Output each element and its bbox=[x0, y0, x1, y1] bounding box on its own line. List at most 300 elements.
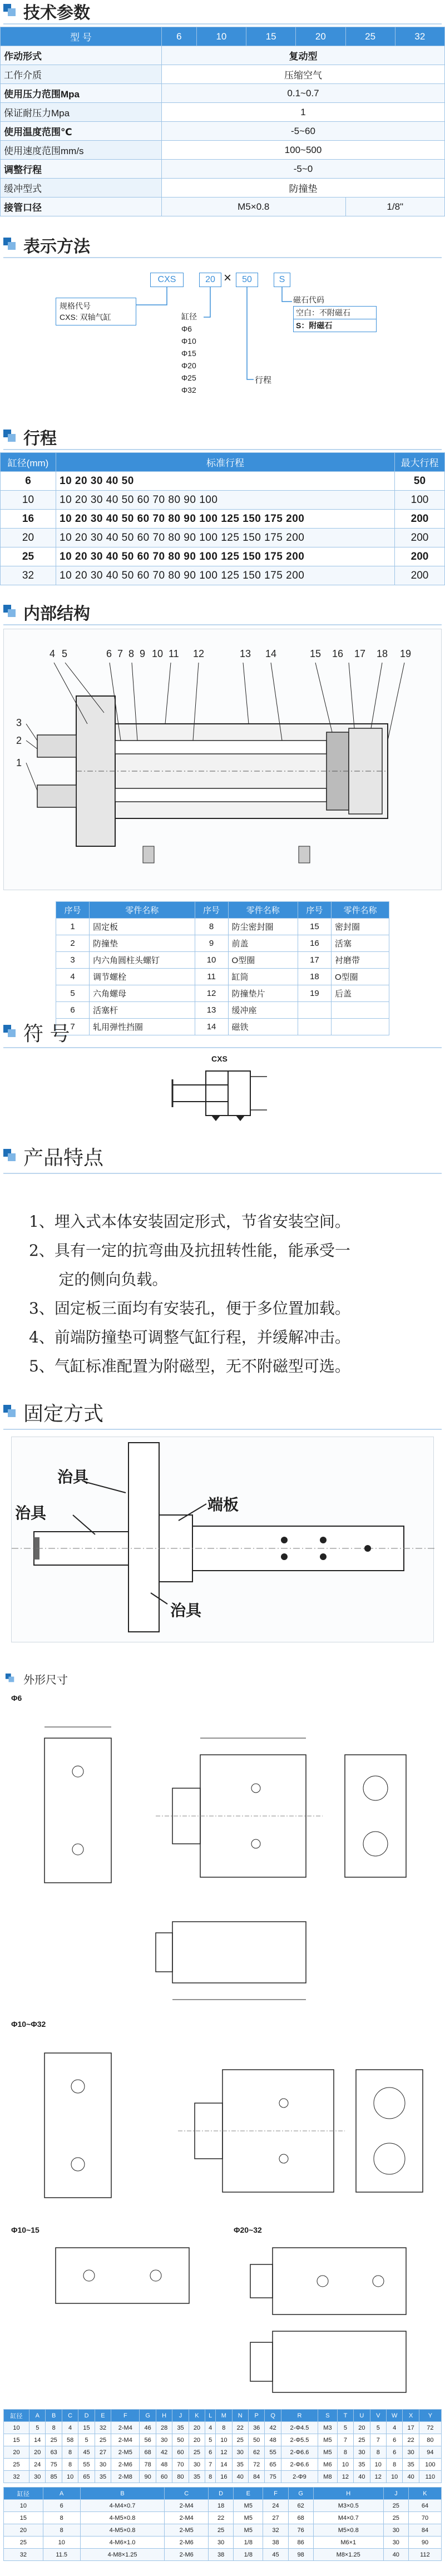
table-cell: 6 bbox=[43, 2500, 80, 2512]
table-cell: 63 bbox=[46, 2446, 62, 2459]
part-name: 衬磨带 bbox=[331, 952, 389, 969]
table-cell: 25 bbox=[95, 2434, 111, 2446]
table-cell: 25 bbox=[4, 2459, 29, 2471]
table-cell: 76 bbox=[288, 2524, 313, 2536]
table-cell: 72 bbox=[419, 2422, 441, 2434]
parts-table bbox=[56, 901, 389, 1035]
spec-row-label: 使用速度范围mm/s bbox=[1, 141, 162, 160]
table-cell: 10 bbox=[4, 2422, 29, 2434]
dim-b-header: F bbox=[263, 2488, 288, 2500]
spec-row-value: -5~60 bbox=[162, 122, 445, 141]
notation-box-magnet: S bbox=[274, 273, 290, 287]
spec-section bbox=[0, 0, 445, 216]
spec-row-value: -5~0 bbox=[162, 160, 445, 179]
table-cell: 12 bbox=[370, 2471, 386, 2483]
table-cell: 16 bbox=[216, 2471, 232, 2483]
table-cell: 25 bbox=[383, 2512, 408, 2524]
callout-1: 1 bbox=[16, 757, 22, 768]
table-cell: 12 bbox=[337, 2471, 353, 2483]
table-cell: 14 bbox=[29, 2434, 46, 2446]
stroke-max: 200 bbox=[395, 566, 445, 585]
table-cell: 5 bbox=[370, 2422, 386, 2434]
table-cell: 22 bbox=[403, 2434, 419, 2446]
callout-3: 3 bbox=[16, 717, 22, 728]
feature-item: 5、气缸标准配置为附磁型，无不附磁型可选。 bbox=[29, 1357, 350, 1375]
magnet-opt1: 空白：不附磁石 bbox=[293, 306, 377, 319]
table-cell: 80 bbox=[419, 2434, 441, 2446]
table-cell: 20 bbox=[189, 2434, 205, 2446]
table-cell: M4×0.7 bbox=[313, 2512, 383, 2524]
table-cell: 62 bbox=[288, 2500, 313, 2512]
dim-table-a bbox=[3, 2409, 442, 2483]
part-name: 轧用弹性挡圈 bbox=[90, 1019, 195, 1035]
part-name: 缸筒 bbox=[228, 969, 298, 985]
dim-a-header: K bbox=[189, 2410, 205, 2422]
table-cell: 20 bbox=[4, 2446, 29, 2459]
table-cell: 7 bbox=[337, 2434, 353, 2446]
part-no: 5 bbox=[56, 985, 90, 1002]
notation-model-code bbox=[56, 298, 136, 325]
table-cell: 2-M6 bbox=[165, 2536, 209, 2549]
stroke-max: 100 bbox=[395, 491, 445, 510]
table-cell: 68 bbox=[140, 2446, 156, 2459]
table-cell: 8 bbox=[62, 2446, 78, 2459]
part-name: 磁铁 bbox=[228, 1019, 298, 1035]
table-cell: 5 bbox=[78, 2434, 95, 2446]
stroke-bore: 6 bbox=[1, 472, 56, 491]
part-name: 固定板 bbox=[90, 919, 195, 935]
table-cell: 70 bbox=[172, 2459, 189, 2471]
table-cell: 20 bbox=[4, 2524, 43, 2536]
table-cell: 15 bbox=[78, 2422, 95, 2434]
table-cell: M5 bbox=[318, 2446, 338, 2459]
table-cell: M3 bbox=[318, 2422, 338, 2434]
table-cell: 30 bbox=[403, 2446, 419, 2459]
table-row bbox=[4, 2422, 442, 2434]
table-cell: 46 bbox=[140, 2422, 156, 2434]
table-cell: 30 bbox=[209, 2536, 234, 2549]
dim-a-header: C bbox=[62, 2410, 78, 2422]
dim-a-header: R bbox=[281, 2410, 318, 2422]
part-no: 11 bbox=[195, 969, 228, 985]
table-cell: M3×0.5 bbox=[313, 2500, 383, 2512]
part-name: O型圈 bbox=[331, 969, 389, 985]
dim-b-header: 缸径 bbox=[4, 2488, 43, 2500]
table-cell: 8 bbox=[216, 2422, 232, 2434]
callout-13: 13 bbox=[240, 648, 251, 659]
features-section bbox=[0, 1141, 445, 1374]
table-cell: 30 bbox=[232, 2446, 248, 2459]
table-cell: 2-Φ5.5 bbox=[281, 2434, 318, 2446]
features-list bbox=[0, 1174, 445, 1381]
part-name: 六角螺母 bbox=[90, 985, 195, 1002]
table-cell: 10 bbox=[337, 2459, 353, 2471]
part-no: 7 bbox=[56, 1019, 90, 1035]
dim-phi6-drawing bbox=[11, 1705, 434, 2016]
dim-b-header: A bbox=[43, 2488, 80, 2500]
dim-table-b bbox=[3, 2487, 442, 2561]
table-cell: 38 bbox=[209, 2549, 234, 2561]
table-cell: 30 bbox=[95, 2459, 111, 2471]
table-cell: 42 bbox=[265, 2422, 281, 2434]
part-no: 9 bbox=[195, 935, 228, 952]
table-cell: 5 bbox=[337, 2422, 353, 2434]
stroke-title: 行程 bbox=[23, 430, 57, 448]
section-square-icon bbox=[3, 430, 18, 444]
table-cell: 90 bbox=[140, 2471, 156, 2483]
table-cell: 4-M5×0.8 bbox=[80, 2524, 165, 2536]
spec-row-value: 复动型 bbox=[162, 46, 445, 65]
dimensions-section bbox=[0, 1669, 445, 2576]
dimensions-title: 外形尺寸 bbox=[23, 1674, 68, 1686]
structure-drawing bbox=[3, 629, 442, 890]
table-cell: 28 bbox=[156, 2422, 172, 2434]
table-cell: 10 bbox=[216, 2434, 232, 2446]
table-cell: 65 bbox=[265, 2459, 281, 2471]
end-plate-label: 端板 bbox=[207, 1496, 239, 1514]
features-title: 产品特点 bbox=[23, 1146, 104, 1169]
table-cell: 32 bbox=[4, 2471, 29, 2483]
table-cell: 30 bbox=[383, 2524, 408, 2536]
table-cell: 6 bbox=[386, 2446, 402, 2459]
table-cell: 35 bbox=[403, 2459, 419, 2471]
table-cell: 6 bbox=[205, 2446, 216, 2459]
part-name: 活塞 bbox=[331, 935, 389, 952]
magnet-opt2: S：附磁石 bbox=[293, 319, 377, 332]
table-cell: 10 bbox=[370, 2459, 386, 2471]
section-square-icon bbox=[3, 1025, 18, 1039]
stroke-values: 10 20 30 40 50 60 70 80 90 100 bbox=[56, 491, 395, 510]
table-cell: 1/8 bbox=[234, 2536, 263, 2549]
table-cell: 48 bbox=[156, 2459, 172, 2471]
part-no: 6 bbox=[56, 1002, 90, 1019]
dim-table-a-body bbox=[4, 2422, 442, 2483]
table-cell: 2-M4 bbox=[165, 2512, 209, 2524]
part-no: 16 bbox=[298, 935, 331, 952]
table-cell: 40 bbox=[383, 2549, 408, 2561]
table-cell: 27 bbox=[263, 2512, 288, 2524]
part-name bbox=[331, 1002, 389, 1019]
table-cell: 35 bbox=[95, 2471, 111, 2483]
part-name: 内六角圆柱头螺钉 bbox=[90, 952, 195, 969]
table-cell: 2-Φ4.5 bbox=[281, 2422, 318, 2434]
stroke-values: 10 20 30 40 50 60 70 80 90 100 125 150 175 200 bbox=[56, 529, 395, 547]
table-row bbox=[4, 2500, 442, 2512]
dim-a-header: N bbox=[232, 2410, 248, 2422]
dim-b-header: H bbox=[313, 2488, 383, 2500]
table-cell: 50 bbox=[248, 2434, 264, 2446]
part-no: 8 bbox=[195, 919, 228, 935]
table-cell: 2-M6 bbox=[111, 2459, 140, 2471]
spec-header-label: 型 号 bbox=[1, 27, 162, 46]
callout-6: 6 bbox=[106, 648, 112, 659]
dim-phi6-label: Φ6 bbox=[11, 1694, 22, 1702]
table-cell: 10 bbox=[62, 2471, 78, 2483]
notation-stroke-title: 行程 bbox=[255, 376, 272, 385]
spec-row-label: 缓冲型式 bbox=[1, 179, 162, 198]
stroke-values: 10 20 30 40 50 bbox=[56, 472, 395, 491]
parts-header: 零件名称 bbox=[331, 902, 389, 919]
spec-title: 技术参数 bbox=[23, 4, 90, 22]
parts-header: 序号 bbox=[56, 902, 90, 919]
dimensions-header bbox=[0, 1669, 445, 1688]
part-name: 防撞垫 bbox=[90, 935, 195, 952]
dim-a-header: F bbox=[111, 2410, 140, 2422]
table-cell: 65 bbox=[78, 2471, 95, 2483]
table-cell: 7 bbox=[370, 2434, 386, 2446]
table-cell: 20 bbox=[354, 2422, 370, 2434]
notation-connector-lines bbox=[0, 234, 445, 423]
table-cell: 112 bbox=[408, 2549, 441, 2561]
bore-option: Φ25 bbox=[181, 373, 196, 382]
dim-a-header: M bbox=[216, 2410, 232, 2422]
table-row bbox=[4, 2446, 442, 2459]
structure-header bbox=[0, 601, 445, 623]
table-cell: 2-M4 bbox=[165, 2500, 209, 2512]
callout-12: 12 bbox=[193, 648, 205, 659]
stroke-header-standard: 标准行程 bbox=[56, 453, 395, 472]
table-cell: 45 bbox=[78, 2446, 95, 2459]
section-square-icon bbox=[3, 4, 18, 18]
spec-bore: 20 bbox=[296, 27, 345, 46]
stroke-section bbox=[0, 426, 445, 585]
bore-option: Φ15 bbox=[181, 349, 196, 358]
table-cell: 40 bbox=[354, 2471, 370, 2483]
stroke-bore: 16 bbox=[1, 510, 56, 529]
table-cell: 60 bbox=[172, 2446, 189, 2459]
table-cell: 8 bbox=[46, 2422, 62, 2434]
stroke-header-max: 最大行程 bbox=[395, 453, 445, 472]
mounting-header bbox=[0, 1396, 445, 1428]
spec-row-value: 100~500 bbox=[162, 141, 445, 160]
dim-b-header: E bbox=[234, 2488, 263, 2500]
part-name: 防撞垫片 bbox=[228, 985, 298, 1002]
mounting-drawing bbox=[11, 1437, 434, 1642]
table-cell: 78 bbox=[140, 2459, 156, 2471]
stroke-table bbox=[0, 452, 445, 585]
table-cell: 25 bbox=[209, 2524, 234, 2536]
spec-bore: 32 bbox=[395, 27, 444, 46]
table-cell: 2-M4 bbox=[111, 2422, 140, 2434]
dim-a-header: Y bbox=[419, 2410, 441, 2422]
table-cell: 4-M6×1.0 bbox=[80, 2536, 165, 2549]
spec-row-value-b: 1/8" bbox=[345, 198, 445, 216]
spec-row-label: 接管口径 bbox=[1, 198, 162, 216]
table-cell: M5×0.8 bbox=[313, 2524, 383, 2536]
feature-item: 定的侧向负载。 bbox=[29, 1270, 168, 1289]
table-cell: 70 bbox=[408, 2512, 441, 2524]
spec-row-value: 防撞垫 bbox=[162, 179, 445, 198]
notation-bore-list bbox=[181, 310, 204, 396]
dim-a-header: L bbox=[205, 2410, 216, 2422]
table-cell: 56 bbox=[140, 2434, 156, 2446]
bore-option: Φ32 bbox=[181, 386, 196, 394]
table-cell: 15 bbox=[4, 2434, 29, 2446]
callout-7: 7 bbox=[117, 648, 123, 659]
notation-magnet bbox=[293, 294, 377, 332]
table-cell: 25 bbox=[383, 2500, 408, 2512]
table-cell: 2-M6 bbox=[165, 2549, 209, 2561]
dim-a-header: G bbox=[140, 2410, 156, 2422]
table-cell: 100 bbox=[419, 2459, 441, 2471]
table-cell: 4 bbox=[205, 2422, 216, 2434]
table-cell: 62 bbox=[248, 2446, 264, 2459]
spec-bore: 25 bbox=[345, 27, 395, 46]
dim-a-header: B bbox=[46, 2410, 62, 2422]
spec-row-value: 压缩空气 bbox=[162, 65, 445, 84]
table-cell: 98 bbox=[288, 2549, 313, 2561]
table-cell: 85 bbox=[46, 2471, 62, 2483]
dim-table-b-body bbox=[4, 2500, 442, 2561]
table-cell: 80 bbox=[172, 2471, 189, 2483]
notation-section bbox=[0, 234, 445, 423]
table-row bbox=[4, 2459, 442, 2471]
dim-a-header: W bbox=[386, 2410, 402, 2422]
table-cell: 90 bbox=[408, 2536, 441, 2549]
structure-title: 内部结构 bbox=[23, 605, 90, 623]
mounting-title: 固定方式 bbox=[23, 1402, 104, 1425]
table-cell: 8 bbox=[337, 2446, 353, 2459]
part-no bbox=[298, 1002, 331, 1019]
stroke-bore: 25 bbox=[1, 547, 56, 566]
table-cell: 1/8 bbox=[234, 2549, 263, 2561]
model-code-title: 规格代号 bbox=[60, 302, 91, 310]
part-no: 3 bbox=[56, 952, 90, 969]
spec-table bbox=[0, 27, 445, 216]
table-row bbox=[4, 2549, 442, 2561]
dim-a-header: A bbox=[29, 2410, 46, 2422]
spec-header bbox=[0, 0, 445, 22]
part-no: 4 bbox=[56, 969, 90, 985]
table-cell: M6 bbox=[318, 2459, 338, 2471]
symbol-section bbox=[0, 1018, 445, 1135]
dim-b-header: K bbox=[408, 2488, 441, 2500]
stroke-bore: 10 bbox=[1, 491, 56, 510]
table-cell: 50 bbox=[172, 2434, 189, 2446]
bore-option: Φ6 bbox=[181, 324, 192, 333]
dim-phi10-32-label: Φ10~Φ32 bbox=[11, 2020, 46, 2029]
dim-phi10-32-drawing bbox=[11, 2031, 434, 2220]
spec-bore: 6 bbox=[162, 27, 197, 46]
stroke-bore: 20 bbox=[1, 529, 56, 547]
table-cell: 25 bbox=[189, 2446, 205, 2459]
table-cell: 35 bbox=[189, 2471, 205, 2483]
section-square-icon bbox=[3, 1405, 18, 1419]
table-cell: 72 bbox=[248, 2459, 264, 2471]
part-name: 密封圈 bbox=[331, 919, 389, 935]
table-cell: 60 bbox=[156, 2471, 172, 2483]
parts-header: 序号 bbox=[195, 902, 228, 919]
table-cell: 22 bbox=[209, 2512, 234, 2524]
stroke-values: 10 20 30 40 50 60 70 80 90 100 125 150 175 200 bbox=[56, 510, 395, 529]
parts-header: 零件名称 bbox=[90, 902, 195, 919]
table-cell: 4 bbox=[386, 2422, 402, 2434]
feature-item: 3、固定板三面均有安装孔，便于多位置加载。 bbox=[29, 1299, 350, 1317]
table-cell: M5 bbox=[318, 2434, 338, 2446]
table-cell: 20 bbox=[189, 2422, 205, 2434]
table-cell: 68 bbox=[288, 2512, 313, 2524]
table-cell: 40 bbox=[232, 2471, 248, 2483]
table-cell: 17 bbox=[403, 2422, 419, 2434]
table-cell: 32 bbox=[263, 2524, 288, 2536]
table-cell: 30 bbox=[383, 2536, 408, 2549]
table-cell: 25 bbox=[46, 2434, 62, 2446]
table-cell: 5 bbox=[29, 2422, 46, 2434]
table-cell: 86 bbox=[288, 2536, 313, 2549]
table-cell: 5 bbox=[205, 2434, 216, 2446]
callout-14: 14 bbox=[265, 648, 277, 659]
dim-a-header: D bbox=[78, 2410, 95, 2422]
spec-row-label: 工作介质 bbox=[1, 65, 162, 84]
feature-item: 2、具有一定的抗弯曲及抗扭转性能，能承受一 bbox=[29, 1241, 350, 1260]
table-cell: 4-M4×0.7 bbox=[80, 2500, 165, 2512]
stroke-header-bore: 缸径(mm) bbox=[1, 453, 56, 472]
table-cell: 4-M5×0.8 bbox=[80, 2512, 165, 2524]
bore-title: 缸径 bbox=[181, 312, 197, 321]
stroke-max: 200 bbox=[395, 510, 445, 529]
callout-8: 8 bbox=[128, 648, 135, 659]
spec-row-label: 使用压力范围Mpa bbox=[1, 84, 162, 103]
cylinder-section-drawing bbox=[4, 629, 441, 891]
table-cell: 24 bbox=[263, 2500, 288, 2512]
dim-a-header: 缸径 bbox=[4, 2410, 29, 2422]
table-cell: 110 bbox=[419, 2471, 441, 2483]
spec-row-label: 调整行程 bbox=[1, 160, 162, 179]
part-name: O型圈 bbox=[228, 952, 298, 969]
part-name: 前盖 bbox=[228, 935, 298, 952]
callout-2: 2 bbox=[16, 735, 22, 746]
part-name: 缓冲座 bbox=[228, 1002, 298, 1019]
callout-19: 19 bbox=[400, 648, 412, 659]
dim-b-header: B bbox=[80, 2488, 165, 2500]
table-cell: M5 bbox=[234, 2512, 263, 2524]
table-cell: M8×1.25 bbox=[313, 2549, 383, 2561]
table-cell: 25 bbox=[4, 2536, 43, 2549]
table-cell: 8 bbox=[370, 2446, 386, 2459]
part-no: 15 bbox=[298, 919, 331, 935]
dim-b-header: G bbox=[288, 2488, 313, 2500]
structure-section bbox=[0, 601, 445, 1035]
table-cell: 7 bbox=[205, 2459, 216, 2471]
notation-box-stroke: 50 bbox=[236, 273, 258, 287]
stroke-max: 200 bbox=[395, 529, 445, 547]
table-cell: 6 bbox=[386, 2434, 402, 2446]
section-square-icon bbox=[3, 1149, 18, 1163]
symbol-header bbox=[0, 1018, 445, 1046]
model-code-desc: CXS: 双轴气缸 bbox=[60, 313, 111, 322]
table-cell: 2-Φ6.6 bbox=[281, 2459, 318, 2471]
table-cell: M5 bbox=[234, 2524, 263, 2536]
notation-x-mark: × bbox=[224, 270, 232, 285]
symbol-label: CXS bbox=[211, 1054, 228, 1063]
callout-16: 16 bbox=[332, 648, 344, 659]
table-cell: 27 bbox=[95, 2446, 111, 2459]
stroke-values: 10 20 30 40 50 60 70 80 90 100 125 150 175 200 bbox=[56, 547, 395, 566]
dim-b-header: J bbox=[383, 2488, 408, 2500]
table-cell: 84 bbox=[248, 2471, 264, 2483]
table-cell: 8 bbox=[43, 2512, 80, 2524]
dim-a-header: E bbox=[95, 2410, 111, 2422]
stroke-header bbox=[0, 426, 445, 448]
bore-option: Φ10 bbox=[181, 337, 196, 346]
magnet-title: 磁石代码 bbox=[293, 295, 324, 304]
table-cell: 35 bbox=[232, 2459, 248, 2471]
table-cell: 8 bbox=[62, 2459, 78, 2471]
parts-header: 零件名称 bbox=[228, 902, 298, 919]
table-cell: 18 bbox=[209, 2500, 234, 2512]
part-no: 17 bbox=[298, 952, 331, 969]
parts-header: 序号 bbox=[298, 902, 331, 919]
